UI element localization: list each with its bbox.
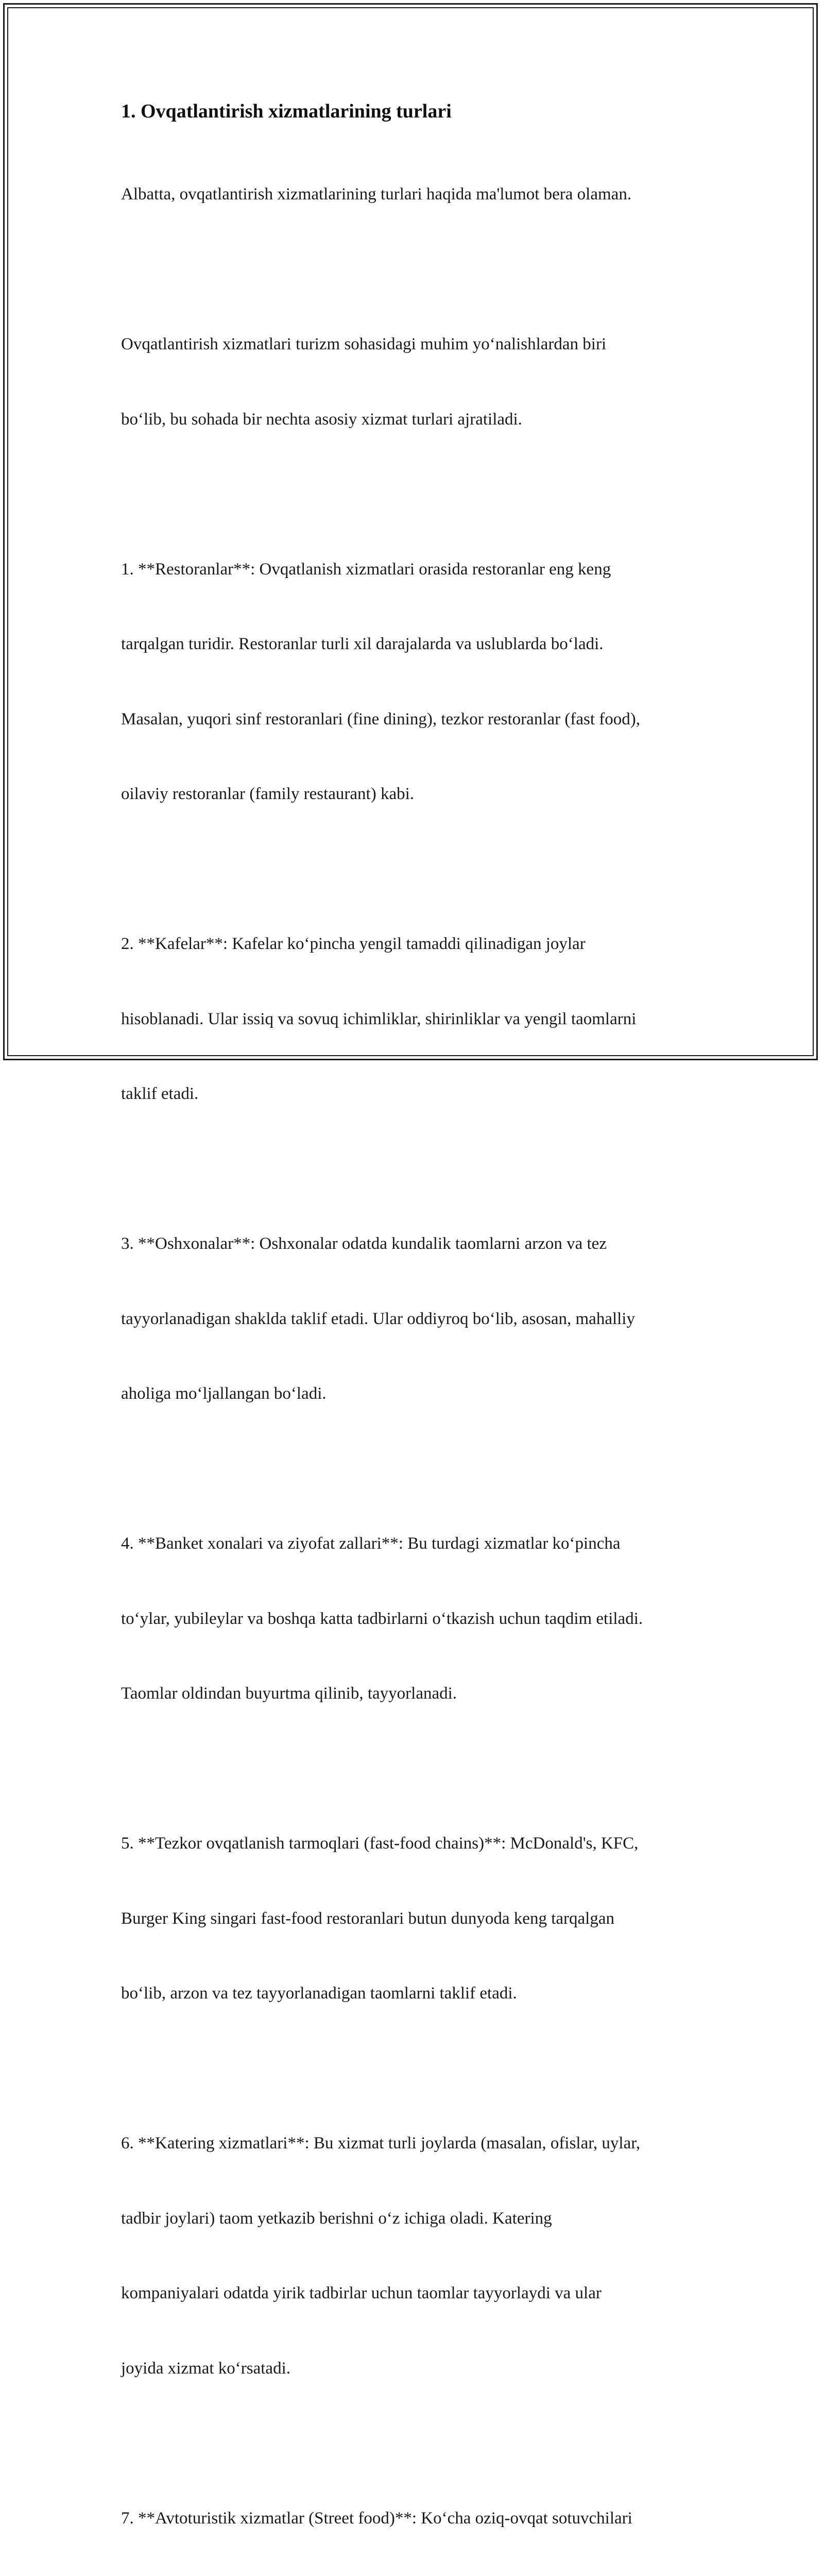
text-line: bo‘lib, arzon va tez tayyorlanadigan taomlarni taklif etadi. [121,1981,708,2006]
list-item-kafelar [121,882,708,1157]
text-line: tadbir joylari) taom yetkazib berishni o‘z ichiga oladi. Katering [121,2206,708,2231]
text-line: Burger King singari fast-food restoranlari butun dunyoda keng tarqalgan [121,1906,708,1931]
text-line: to‘ylar, yubileylar va boshqa katta tadbirlarni o‘tkazish uchun taqdim etiladi. [121,1606,708,1632]
text-line: 1. **Restoranlar**: Ovqatlanish xizmatlari orasida restoranlar eng keng [121,557,708,582]
text-line: hisoblanadi. Ular issiq va sovuq ichimliklar, shirinliklar va yengil taomlarni [121,1007,708,1032]
list-item-oshxonalar [121,1181,708,1456]
text-line: 5. **Tezkor ovqatlanish tarmoqlari (fast-food chains)**: McDonald's, KFC, [121,1831,708,1856]
section-heading: 1. Ovqatlantirish xizmatlarining turlari [121,97,708,126]
text-line: 7. **Avtoturistik xizmatlar (Street food)**: Ko‘cha oziq-ovqat sotuvchilari [121,2506,708,2531]
text-line: kompaniyalari odatda yirik tadbirlar uchun taomlar tayyorlaydi va ular [121,2281,708,2306]
text-line: tayyorlanadigan shaklda taklif etadi. Ular oddiyroq bo‘lib, asosan, mahalliy [121,1307,708,1332]
text-line: 4. **Banket xonalari va ziyofat zallari**: Bu turdagi xizmatlar ko‘pincha [121,1531,708,1556]
paragraph-overview [121,282,708,482]
text-line: Taomlar oldindan buyurtma qilinib, tayyorlanadi. [121,1681,708,1706]
text-line: aholiga mo‘ljallangan bo‘ladi. [121,1381,708,1406]
paragraph-intro [121,132,708,257]
text-line: joyida xizmat ko‘rsatadi. [121,2356,708,2381]
list-item-restoranlar [121,507,708,857]
text-line: tarqalgan turidir. Restoranlar turli xil darajalarda va uslublarda bo‘ladi. [121,632,708,657]
document-body [121,97,708,2576]
text-line: bo‘lib, bu sohada bir nechta asosiy xizmat turlari ajratiladi. [121,407,708,432]
text-line: Ovqatlantirish xizmatlari turizm sohasidagi muhim yo‘nalishlardan biri [121,332,708,357]
text-line: Albatta, ovqatlantirish xizmatlarining turlari haqida ma'lumot bera olaman. [121,182,708,207]
text-line: taklif etadi. [121,1081,708,1107]
text-line: 2. **Kafelar**: Kafelar ko‘pincha yengil tamaddi qilinadigan joylar [121,931,708,957]
text-line: oilaviy restoranlar (family restaurant) kabi. [121,782,708,807]
list-item-fast-food [121,1781,708,2056]
text-line: 3. **Oshxonalar**: Oshxonalar odatda kundalik taomlarni arzon va tez [121,1231,708,1257]
list-item-banket [121,1481,708,1756]
list-item-street-food [121,2456,708,2576]
text-line: 6. **Katering xizmatlari**: Bu xizmat turli joylarda (masalan, ofislar, uylar, [121,2131,708,2156]
list-item-katering [121,2081,708,2431]
text-line: Masalan, yuqori sinf restoranlari (fine dining), tezkor restoranlar (fast food), [121,707,708,732]
